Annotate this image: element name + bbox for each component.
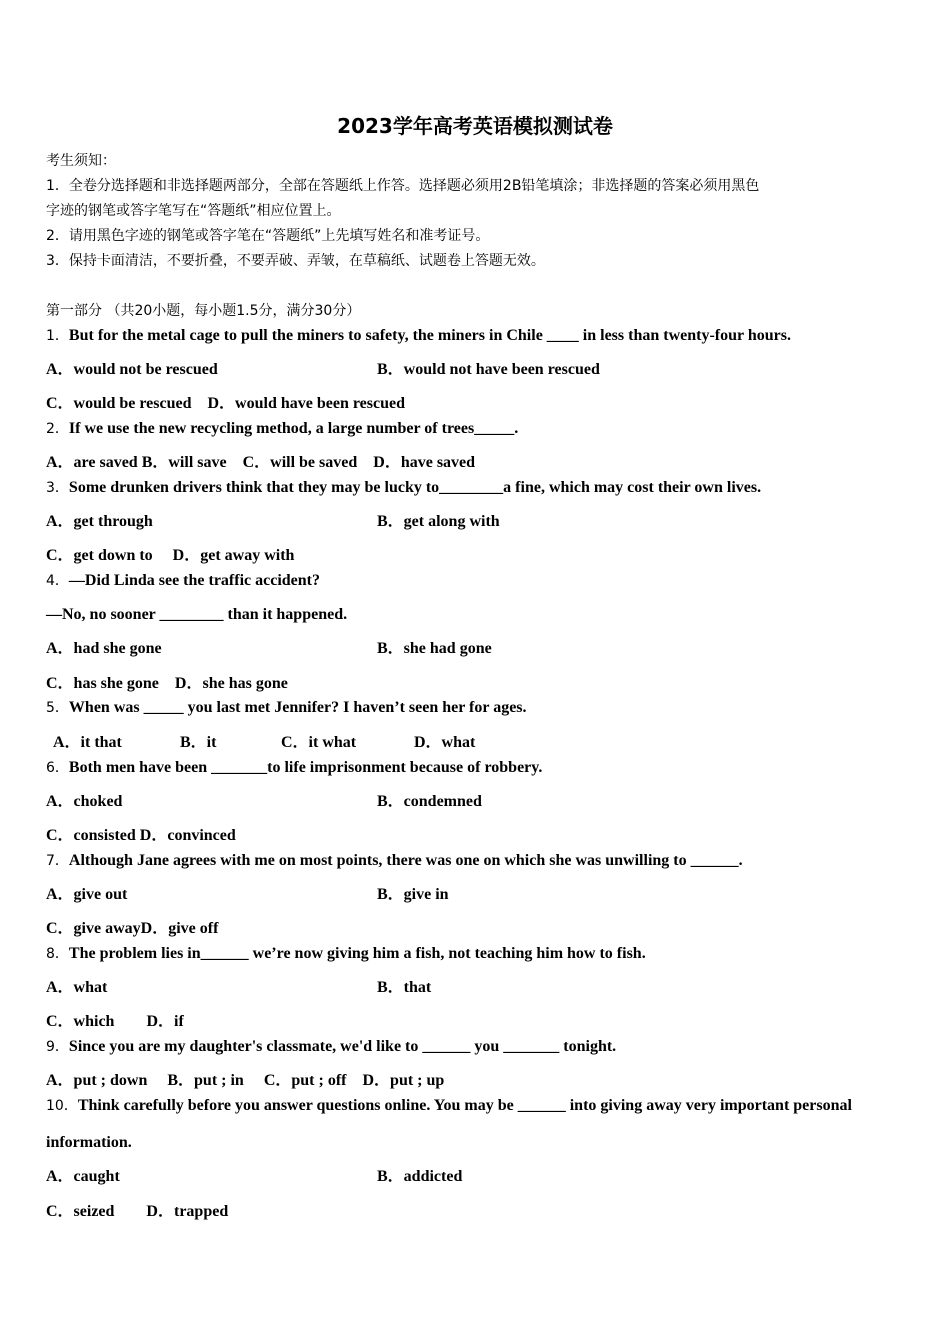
question-5 [46,698,527,718]
option-c-d[interactable]: C．consisted D．convinced [46,827,236,844]
option-b[interactable]: B．would not have been rescued [377,361,600,378]
option-a[interactable]: A．it that [53,734,122,751]
question-text: Both men have been _______to life imprisonment because of robbery. [68,759,543,776]
option-c-d[interactable]: C．has she gone D．she has gone [46,675,288,692]
option-c-d[interactable]: C．get down to D．get away with [46,547,295,564]
option-a[interactable]: A．get through [46,513,153,530]
notice-heading: 考生须知： [46,153,116,169]
option-a[interactable]: A．had she gone [46,640,162,657]
option-b[interactable]: B．it [180,734,217,751]
notice-item: 字迹的钢笔或答字笔写在“答题纸”相应位置上。 [46,203,341,219]
question-text: When was _____ you last met Jennifer? I haven’t seen her for ages. [68,699,527,716]
option-c-d[interactable]: C．would be rescued D．would have been rescued [46,395,405,412]
question-number: 6． [46,760,69,776]
question-1 [46,326,791,346]
question-2 [46,419,518,439]
option-b[interactable]: B．addicted [377,1168,463,1185]
question-text: If we use the new recycling method, a large number of trees_____. [68,420,519,437]
option-c-d[interactable]: C．which D．if [46,1013,184,1030]
question-number: 7． [46,853,69,869]
options-a-d[interactable]: A．put ; down B．put ; in C．put ; off D．put ; up [46,1072,445,1089]
question-text: —Did Linda see the traffic accident? [68,572,320,589]
option-b[interactable]: B．she had gone [377,640,492,657]
question-4-reply: —No, no sooner ________ than it happened. [46,606,348,623]
question-text: But for the metal cage to pull the miners to safety, the miners in Chile ____ in less than twenty-four hours. [68,327,791,344]
question-10-continued: information. [46,1134,132,1151]
option-a[interactable]: A．caught [46,1168,120,1185]
option-a[interactable]: A．what [46,979,108,996]
option-c-d[interactable]: C．seized D．trapped [46,1203,229,1220]
option-c-d[interactable]: C．give awayD．give off [46,920,219,937]
question-6 [46,758,542,778]
notice-item: 3．保持卡面清洁，不要折叠，不要弄破、弄皱，在草稿纸、试题卷上答题无效。 [46,253,545,269]
option-d[interactable]: D．what [414,734,476,751]
question-text: Some drunken drivers think that they may be lucky to________a fine, which may cost their own lives. [68,479,762,496]
question-number: 10． [46,1098,78,1114]
question-number: 9． [46,1039,69,1055]
option-b[interactable]: B．condemned [377,793,482,810]
question-number: 5． [46,700,69,716]
notice-item: 2．请用黑色字迹的钢笔或答字笔在“答题纸”上先填写姓名和准考证号。 [46,228,490,244]
question-text: The problem lies in______ we’re now giving him a fish, not teaching him how to fish. [68,945,646,962]
question-number: 1． [46,328,69,344]
question-number: 2． [46,421,69,437]
question-text: Since you are my daughter's classmate, we'd like to ______ you _______ tonight. [68,1038,617,1055]
question-10 [46,1096,852,1116]
option-a[interactable]: A．give out [46,886,128,903]
options-a-d[interactable]: A．are saved B．will save C．will be saved D．have saved [46,454,476,471]
question-3 [46,478,761,498]
question-text: Think carefully before you answer questions online. You may be ______ into giving away very important personal [77,1097,852,1114]
page-title: 2023学年高考英语模拟测试卷 [337,114,613,138]
question-text: Although Jane agrees with me on most points, there was one on which she was unwilling to ______. [68,852,743,869]
option-b[interactable]: B．give in [377,886,449,903]
section-heading: 第一部分 （共20小题，每小题1.5分，满分30分） [46,303,361,319]
question-7 [46,851,743,871]
question-number: 3． [46,480,69,496]
question-9 [46,1037,616,1057]
question-8 [46,944,646,964]
option-a[interactable]: A．would not be rescued [46,361,218,378]
question-number: 4． [46,573,69,589]
option-b[interactable]: B．that [377,979,432,996]
option-b[interactable]: B．get along with [377,513,500,530]
question-number: 8． [46,946,69,962]
option-c[interactable]: C．it what [281,734,357,751]
question-4 [46,571,320,591]
notice-item: 1．全卷分选择题和非选择题两部分，全部在答题纸上作答。选择题必须用2B铅笔填涂；非选择题的答案必须用黑色 [46,178,760,194]
option-a[interactable]: A．choked [46,793,123,810]
